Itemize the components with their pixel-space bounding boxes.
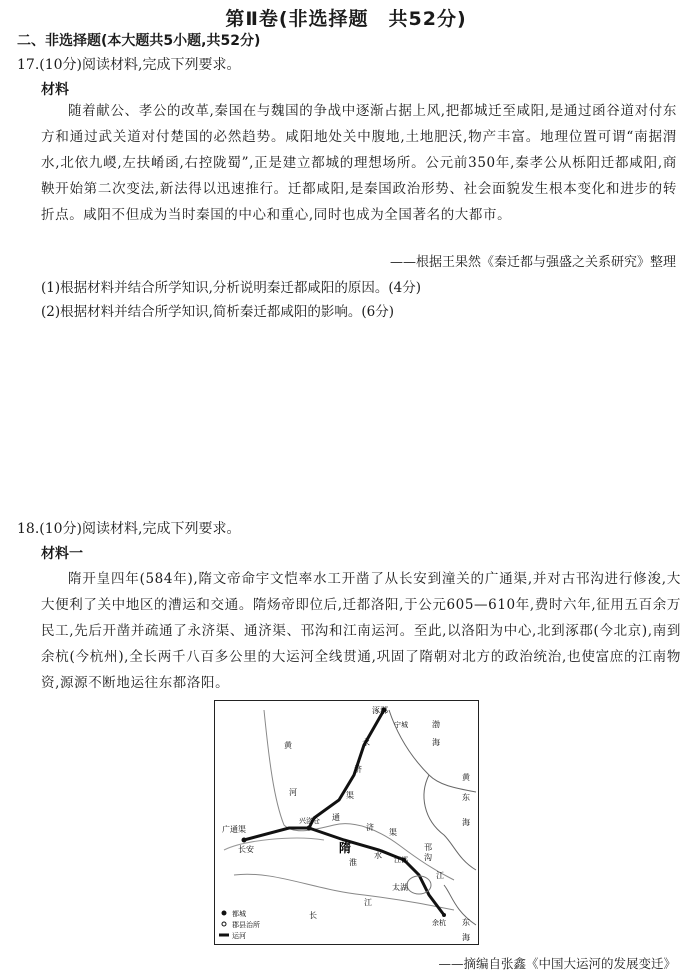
map-label-yuhang: 余杭: [432, 919, 446, 927]
map-label-huang: 黄: [462, 773, 470, 782]
section-heading: 二、非选择题(本大题共5小题,共52分): [17, 33, 261, 49]
map-label-ningji: 宁城: [394, 721, 408, 729]
question-17-source: ——根据王果然《秦迁都与强盛之关系研究》整理: [389, 255, 676, 270]
question-18-source: ——摘编自张鑫《中国大运河的发展变迁》: [438, 956, 676, 971]
question-17-material-label: 材料: [41, 82, 69, 98]
map-label-bo: 渤: [432, 720, 440, 729]
question-17-heading: 17.(10分)阅读材料,完成下列要求。: [17, 57, 241, 73]
map-label-hai: 海: [432, 738, 440, 747]
map-label-ji2: 济: [366, 823, 374, 832]
question-17-subquestion-1: (1)根据材料并结合所学知识,分析说明秦迁都咸阳的原因。(4分): [41, 280, 422, 296]
legend-canal-label: 运河: [232, 932, 246, 940]
map-label-xingluo: 兴洛仓: [299, 817, 320, 825]
map-label-taihu: 太湖: [392, 883, 408, 892]
map-label-tong: 通: [332, 813, 340, 822]
map-label-jiang2: 江: [364, 898, 372, 907]
map-label-gou: 沟: [424, 853, 432, 862]
question-17-material-text: 随着献公、孝公的改革,秦国在与魏国的争战中逐渐占据上风,把都城迁至咸阳,是通过函谷道对付东方和通过武关道对付楚国的必然趋势。咸阳地处关中腹地,土地肥沃,物产丰富。地理位置可谓“南据渭水,北依九嵕,左扶崤函,右控陇蜀”,正是建立都城的理想场所。公元前350年,秦孝公从栎阳迁都咸阳,商鞅开始第二次变法,新法得以迅速推行。迁都咸阳,是秦国政治形势、社会面貌发生根本变化和进步的转折点。咸阳不但成为当时秦国的中心和重心,同时也成为全国著名的大都市。: [41, 103, 677, 223]
map-label-yong: 永: [362, 738, 370, 747]
map-label-ji: 济: [354, 765, 362, 774]
legend-county-label: 郡县治所: [232, 921, 260, 929]
map-label-hai3: 海: [462, 933, 470, 942]
map-label-he2: 河: [289, 788, 297, 797]
map-label-huai: 淮: [349, 858, 357, 867]
legend-capital-label: 都城: [232, 910, 246, 918]
map-label-chang: 长: [309, 911, 317, 920]
map-label-changan: 长安: [238, 845, 254, 854]
map-label-jiangdu: 江都: [394, 856, 408, 864]
map-label-guangtong: 广通渠: [222, 825, 246, 834]
changan-marker: [242, 838, 247, 843]
map-label-shui: 水: [374, 851, 382, 860]
question-18-heading: 18.(10分)阅读材料,完成下列要求。: [17, 521, 241, 537]
map-label-he: 黄: [284, 741, 292, 750]
map-label-dong2: 东: [462, 918, 470, 927]
question-18-material-text: 隋开皇四年(584年),隋文帝命宇文恺率水工开凿了从长安到潼关的广通渠,并对古邗沟进行修浚,大大便利了关中地区的漕运和交通。隋炀帝即位后,迁都洛阳,于公元605—610年,费时六年,征用五百余万民工,先后开凿并疏通了永济渠、通济渠、邗沟和江南运河。至此,以洛阳为中心,北到涿郡(今北京),南到余杭(今杭州),全长两千八百多公里的大运河全线贯通,巩固了隋朝对北方的政治统治,也使富庶的江南物资,源源不断地运往东都洛阳。: [41, 571, 681, 691]
map-label-qu2: 渠: [389, 828, 397, 837]
legend-capital-symbol: [222, 911, 227, 916]
map-label-zhuojun: 涿郡: [372, 706, 388, 715]
part-title: 第Ⅱ卷(非选择题 共52分): [225, 8, 467, 30]
yuhang-marker: [442, 913, 446, 917]
map-label-dong: 东: [462, 793, 470, 802]
question-17-subquestion-2: (2)根据材料并结合所学知识,简析秦迁都咸阳的影响。(6分): [41, 304, 395, 320]
question-18-material-label: 材料一: [41, 546, 83, 562]
map-label-han: 邗: [424, 843, 432, 852]
grand-canal-map: [214, 700, 479, 945]
luoyang-marker: [307, 826, 312, 831]
map-label-jiang: 江: [436, 871, 444, 880]
map-label-qu: 渠: [346, 791, 354, 800]
map-label-hai2: 海: [462, 818, 470, 827]
map-label-sui: 隋: [339, 841, 352, 855]
